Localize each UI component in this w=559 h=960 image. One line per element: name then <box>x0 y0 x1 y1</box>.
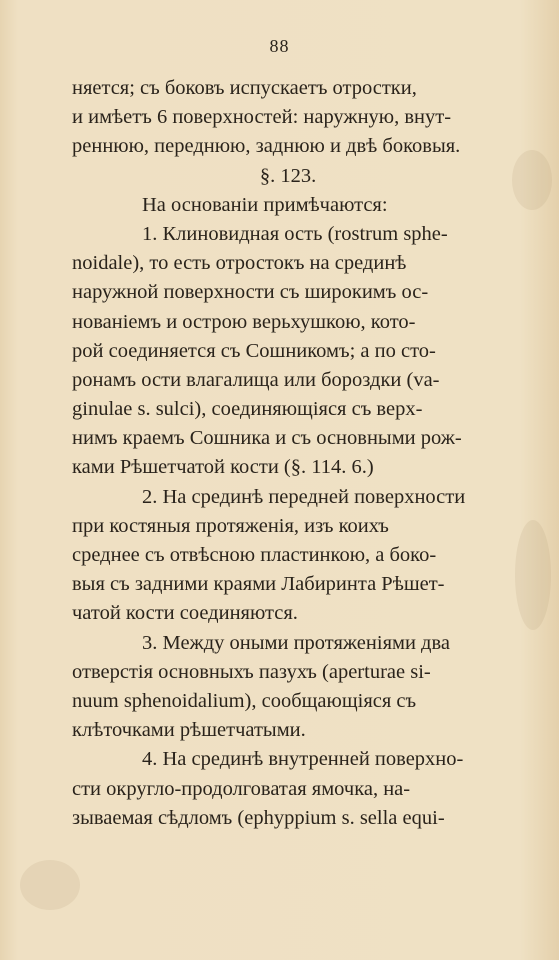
text-line: наружной поверхности съ широкимъ ос- <box>72 281 429 304</box>
text-line: На основаніи примѣчаются: <box>142 193 388 216</box>
text-line: нимъ краемъ Сошника и съ основными рож- <box>72 427 462 450</box>
text-line: при костяныя протяженія, изъ коихъ <box>72 514 389 537</box>
section-heading: §. 123. <box>259 164 317 187</box>
text-line: сти округло-продолговатая ямочка, на- <box>72 777 411 800</box>
text-line: нованіемъ и острою верьхушкою, кото- <box>72 310 416 333</box>
text-line: ками Рѣшетчатой кости (§. 114. 6.) <box>72 456 374 479</box>
text-line: реннюю, переднюю, заднюю и двѣ боковыя. <box>72 135 461 158</box>
text-line: няется; съ боковъ испускаетъ отростки, <box>72 77 417 99</box>
text-line: 1. Клиновидная ость (rostrum sphe- <box>142 222 448 245</box>
body-text <box>72 74 544 833</box>
text-line: чатой кости соединяются. <box>72 602 298 625</box>
text-line: зываемая сѣдломъ (ephyppium s. sella equi- <box>72 806 445 829</box>
text-line: ронамъ ости влагалища или бороздки (va- <box>72 368 440 391</box>
text-line: noidale), то есть отростокъ на срединѣ <box>72 252 407 275</box>
text-line: nuum sphenoidalium), сообщающіяся съ <box>72 689 417 712</box>
text-line: 4. На срединѣ внутренней поверхно- <box>142 748 464 771</box>
text-line: клѣточками рѣшетчатыми. <box>72 719 306 742</box>
text-line: и имѣетъ 6 поверхностей: наружную, внут- <box>72 106 452 129</box>
page-number: 88 <box>269 36 290 56</box>
text-line: 3. Между оными протяженіями два <box>142 631 451 654</box>
text-line: отверстія основныхъ пазухъ (aperturae si- <box>72 660 431 683</box>
paper-stain <box>20 860 80 910</box>
text-line: среднее съ отвѣсною пластинкою, а боко- <box>72 544 437 566</box>
text-line: 2. На срединѣ передней поверхности <box>142 485 466 508</box>
text-line: рой соединяется съ Сошникомъ; а по сто- <box>72 339 436 362</box>
text-line: ginulae s. sulci), соединяющіяся съ верх- <box>72 398 423 421</box>
text-line: выя съ задними краями Лабиринта Рѣшет- <box>72 573 445 596</box>
